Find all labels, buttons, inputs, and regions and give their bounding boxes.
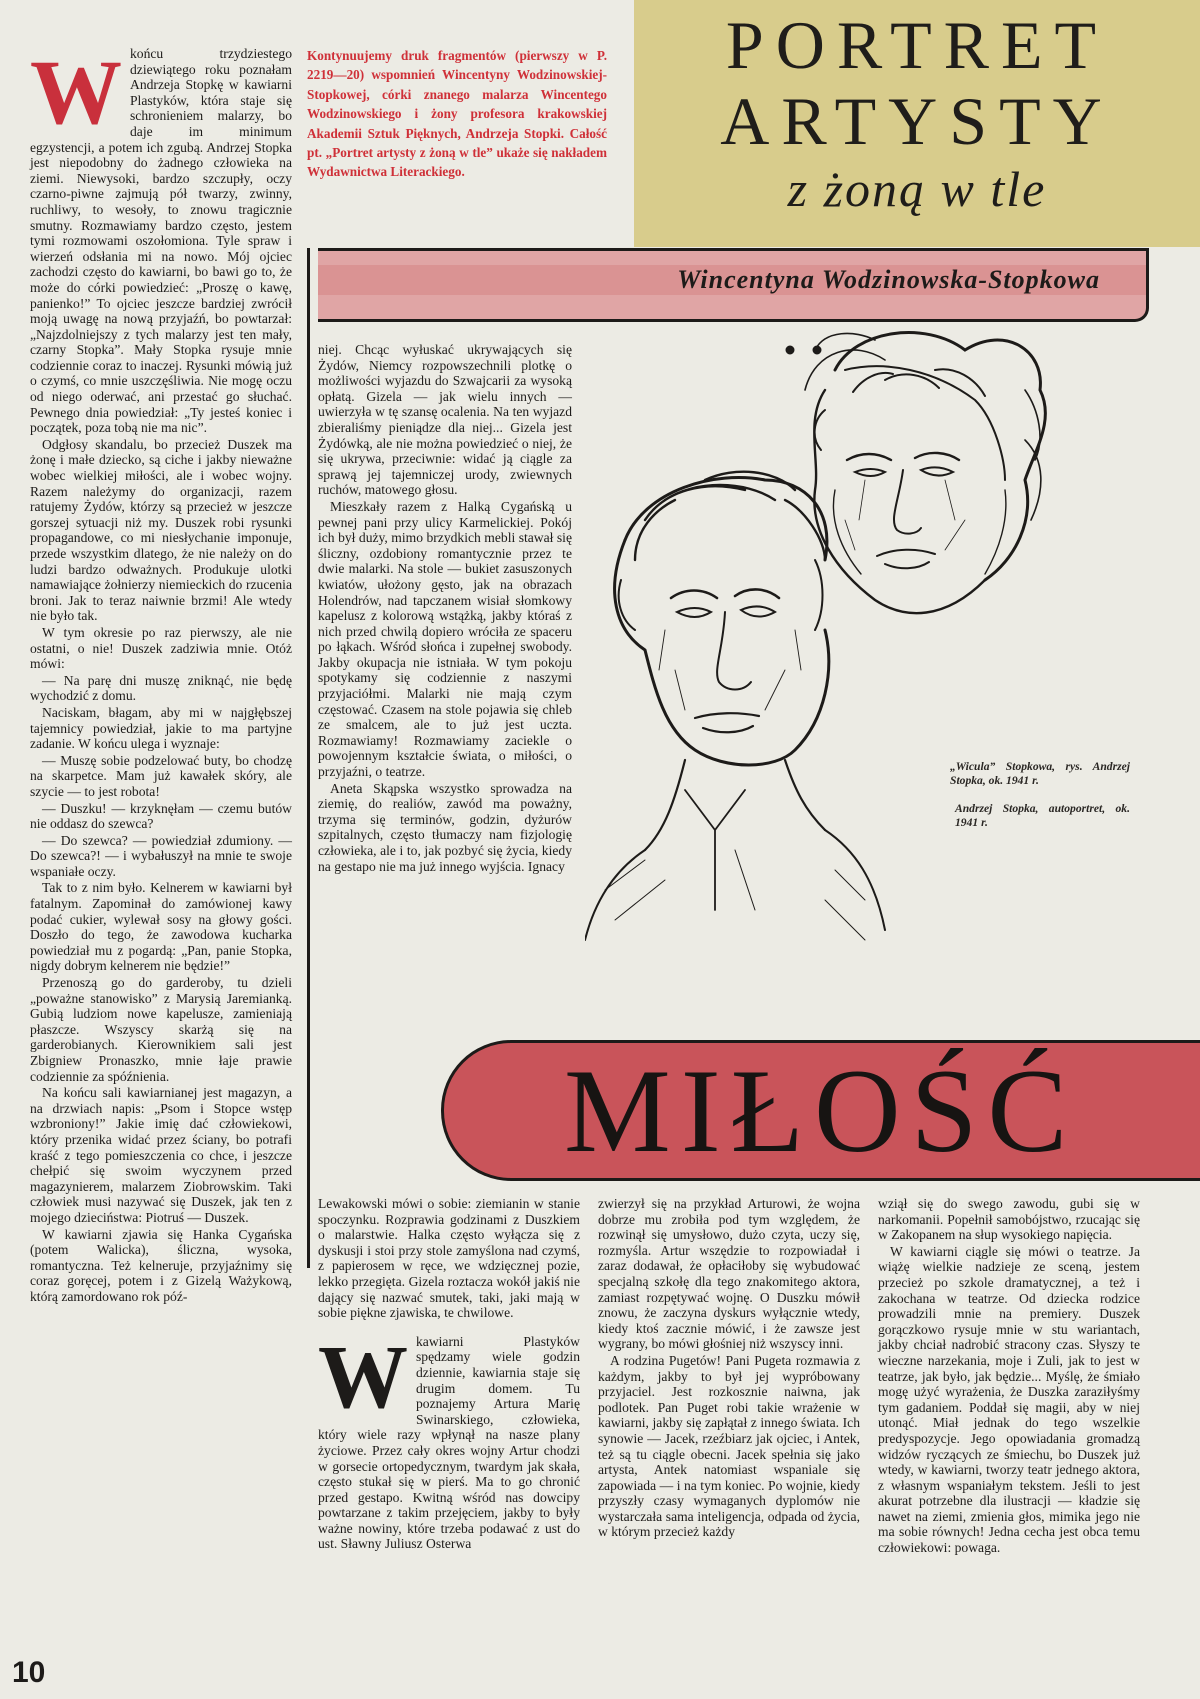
paragraph: kawiarni Plastyków spędzamy wiele godzin dziennie, kawiarnia staje się drugim domem. Tu poznajemy Artura Marię Swinarskiego, człowieka, który wiele razy wpłynął na nasze plany życiowe. Przez cały okres wojny Artur chodzi w gorsecie ortopedycznym, twardym jak skała, często stukał się w pierś. Ma to go chronić przed gestapo. Kwitną wśród nas dowcipy powtarzane z takim przejęciem, jakby to były ważne nowiny, które trzeba podawać z ust do ust. Sławny Juliusz Osterwa [318,1333,580,1552]
paragraph: Lewakowski mówi o sobie: ziemianin w stanie spoczynku. Rozprawia godzinami z Duszkiem o malarstwie. Halka często wyłącza się z dyskusji i stoi przy stole zamyślona nad czymś, z papierosem w ręce, we wdzięcznej pozie, lekko przegięta. Gizela roztacza wokół jakiś nie dający się nazwać smutek, taki, jaki mają w sobie piękne zjawiska, te chwilowe. [318,1196,580,1321]
caption-autoportret: Andrzej Stopka, autoportret, ok. 1941 r. [955,802,1130,829]
paragraph: Odgłosy skandalu, bo przecież Duszek ma żonę i małe dziecko, są ciche i jakby nieważne wobec wielkiej miłości, ale i wobec wojny. Razem należymy do organizacji, razem ratujemy Żydów, którzy są przecież w jeszcze gorszej sytuacji niż my. Duszek robi rysunki propagandowe, co mi niesłychanie imponuje, przede wszystkim dlatego, że nie należy on do ludzi bardzo odważnych. Produkuje ulotki namawiające żołnierzy niemieckich do rzucenia broni. Jak to teraz naiwnie brzmi! Ale wtedy nie było tak. [30,436,292,624]
text-column-1 [30,41,292,1646]
sketch-illustration [585,330,1185,960]
section-title: MIŁOŚĆ [564,1044,1078,1177]
paragraph: Mieszkały razem z Halką Cygańską u pewnej pani przy ulicy Karmelickiej. Pokój ich był duży, mimo brzydkich mebli stawał się śliczny, ozdobiony romantycznie przez te dwie malarki. Na stole — bukiet zasuszonych kwiatów, ułożony gęsto, jak na obrazach Holendrów, nad tapczanem wisiał słomkowy kapelusz z kolorową wstążką, jakby któraś z nich przed chwilą dopiero wróciła ze spaceru po łąkach. Wśród słońca i zupełnej swobody. Jakby okupacja nie istniała. W tym pokoju spotykamy się codziennie z naszymi przyjaciółmi. Malarki nie mają czym częstować. Czasem na stole pojawia się chleb ze smalcem, ale to już jest uczta. Rozmawiamy! Rozmawiamy zaciekle o powojennym kształcie świata, o miłości, o przyjaźni, o teatrze. [318,498,572,780]
section-banner-milosc [441,1040,1200,1181]
paragraph: wziął się do swego zawodu, gubi się w narkomanii. Popełnił samobójstwo, rzucając się w Zakopanem na słup wysokiego napięcia. [878,1196,1140,1243]
title-artysty: ARTYSTY [720,83,1114,159]
title-subtitle: z żoną w tle [787,161,1047,217]
title-portret: PORTRET [725,7,1109,83]
paragraph: W kawiarni ciągle się mówi o teatrze. Ja wiążę wielkie nadzieje ze sceną, jestem przecież po szkole dramatycznej, a też i zakochana w teatrze. Od dziecka rodzice prowadzili mnie na premiery. Duszek gorączkowo rysuje mnie w stu wariantach, jakby chciał nadrobić stracony czas. Słyszy te wieczne narzekania, moje i Zuli, jak to jest w teatrze, jak było, jak będzie... Myślę, że śmiało mogę użyć wyrażenia, że Duszka zaraziłyśmy tym gadaniem. Poddał się magii, aby w niej utonąć. Miał jednak do tego wszelkie predyspozycje. Jego opowiadania gromadzą widzów ryczących ze śmiechu, bo Duszek już wtedy, w kawiarni, tworzy teatr jednego aktora, z własnym wspaniałym tekstem. Jeśli to jest akurat potrzebne dla ilustracji — kładzie się nawet na ziemi, zmienia głos, mimika jego nie ma sobie równych! Jedna cecha jest obca temu człowiekowi: powaga. [878,1243,1140,1556]
text-column-5 [878,1196,1140,1666]
title-box [634,0,1200,247]
woman-portrait-sketch [786,333,1045,614]
paragraph: A rodzina Pugetów! Pani Pugeta rozmawia z każdym, jakby to był jej wypróbowany przyjaciel. Jest rozkosznie naiwna, jak podlotek. Pan Puget robi takie wrażenie w kawiarni, jakby się zapłątał z innego świata. Ich synowie — Jacek, rzeźbiarz jak ojciec, i Antek, też są tu ciągle obecni. Jacek spełnia się jako artysta, Antek natomiast wspaniale się zapowiada — i na tym koniec. Po wojnie, kiedy przyszły czasy wymaganych dyplomów nie wystarczała sama inteligencja, odpada od życia, w którym przecież każdy [598,1352,860,1540]
paragraph: — Do szewca? — powiedział zdumiony. — Do szewca?! — i wybałuszył na mnie te swoje wspaniałe oczy. [30,832,292,879]
paragraph: — Na parę dni muszę zniknąć, nie będę wychodzić z domu. [30,672,292,704]
text-column-4 [598,1196,860,1666]
page-number: 10 [12,1656,46,1689]
column-rule [307,248,310,1268]
intro-note: Kontynuujemy druk fragmentów (pierwszy w P. 2219—20) wspomnień Wincentyny Wodzinowskiej-Stopkowej, córki znanego malarza Wincentego Wodzinowskiego i żony profesora krakowskiej Akademii Sztuk Pięknych, Andrzeja Stopki. Całość pt. „Portret artysty z żoną w tle” ukaże się nakładem Wydawnictwa Literackiego. [307,48,607,180]
paragraph: W tym okresie po raz pierwszy, ale nie ostatni, o nie! Duszek zadziwia mnie. Otóż mówi: [30,624,292,672]
paragraph: niej. Chcąc wyłuskać ukrywających się Żydów, Niemcy rozpowszechnili plotkę o możliwości wyjazdu do Szwajcarii za wysoką opłatą. Gizela — jak wielu innych — uwierzyła w tę szansę ocalenia. Na ten wyjazd zbieraliśmy pieniądze dla niej... Gizela jest Żydówką, ale nie można powiedzieć o niej, że się ukrywa, przeciwnie: widać ją ciągle za sprawą jej tajemniczej urody, zwiewnych ruchów, matowego głosu. [318,342,572,498]
text-column-2 [318,342,572,1022]
dropcap-w: W [30,41,122,143]
paragraph: W kawiarni zjawia się Hanka Cygańska (potem Walicka), śliczna, wysoka, romantyczna. Też kelneruje, przyjaźnimy się coraz goręcej, potem i z Gizelą Ważykową, którą zamordowano rok póź- [30,1226,292,1304]
paragraph: zwierzył się na przykład Arturowi, że wojna dobrze mu zrobiła pod tym względem, że rozwinął się umysłowo, dużo czyta, uczy się, rozmyśla. Artur wszędzie to rozpowiadał i zaraz dodawał, że opłaciłoby się wybudować specjalną szkołę dla tego znakomitego aktora, zamiast rozpętywać wojnę. O Duszku mówił znowu, że zaczyna dyskurs wyłącznie wtedy, kiedy ktoś zacznie mówić, i że zawsze jest wygrany, bo mówi głośniej niż wszyscy inni. [598,1196,860,1352]
paragraph: — Duszku! — krzyknęłam — czemu butów nie oddasz do szewca? [30,800,292,832]
dropcap-w-2: W [318,1327,408,1427]
paragraph: — Muszę sobie podzelować buty, bo chodzę na skarpetce. Mam już kawałek skóry, ale szycie — to jest robota! [30,752,292,799]
paragraph: końcu trzydziestego dziewiątego roku poznałam Andrzeja Stopkę w kawiarni Plastyków, która staje się schronieniem malarzy, bo daje im minimum egzystencji, a potem ich zgubą. Andrzej Stopka jest niepodobny do żadnego człowieka na ziemi. Niewysoki, bardzo szczupły, oczy czarno-piwne zajmują pół twarzy, zwinny, ruchliwy, to wesoły, to znowu tragicznie smutny. Rozmawiamy bardzo często, jestem tymi rozmowami oszołomiona. Tyle spraw i wierzeń odsłania mi na nowo. Mój ojciec zachodzi często do kawiarni, bo bawi go to, że może do córki powiedzieć: „Proszę o kawę, panienko!” To ojciec jeszcze bardziej zwrócił moją uwagę na nową przyjaźń, bo powtarzał: „Najzdolniejszy z tych malarzy jest ten mały, czarny Stopka”. Mały Stopka rysuje mnie codziennie coraz to inaczej. Rysunki mówią już o czymś, co mnie uszczęśliwia. Nie mogę oczu od niego oderwać, ani przestać go słuchać. Pewnego dnia powiedział: „Ty jesteś koniec i początek, poza tobą nie ma nic”. [30,46,292,436]
paragraph: Aneta Skąpska wszystko sprowadza na ziemię, do realiów, zawód ma poważny, trzyma się terminów, godzin, dyżurów szpitalnych, często tłumaczy nam fizjologię człowieka, ale i to, jak pozbyć się życia, kiedy na gestapo nie ma już innego wyjścia. Ignacy [318,780,572,874]
text-column-3 [318,1196,580,1666]
paragraph: Przenoszą go do garderoby, tu dzieli „poważne stanowisko” z Marysią Jaremianką. Gubią ludziom nowe kapelusze, zamieniają płaszcze. Wszyscy skarżą się na garderobianych. Kierownikiem sali jest Zbigniew Pronaszko, mnie łaje prawie codziennie za spóźnienia. [30,975,292,1084]
paragraph: Tak to z nim było. Kelnerem w kawiarni był fatalnym. Zapominał do zamówionej kawy podać cukier, wylewał sosy na głowy gości. Doszło do tego, że zawodowa kucharka powiedział mu z pogardą: „Pan, panie Stopka, nigdy dobrym kelnerem nie będzie!” [30,880,292,974]
author-band [318,248,1149,322]
author-name: Wincentyna Wodzinowska-Stopkowa [677,265,1100,294]
paragraph: Naciskam, błagam, aby mi w najgłębszej tajemnicy powiedział, jakie to ma partyjne zadanie. W końcu ulega i wyznaje: [30,704,292,752]
caption-wicula: „Wicula” Stopkowa, rys. Andrzej Stopka, ok. 1941 r. [950,760,1130,787]
paragraph: Na końcu sali kawiarnianej jest magazyn, a na drzwiach napis: „Psom i Stopce wstęp wzbroniony!” Jakie imię dać człowiekowi, który przenika widać przez ściany, bo potrafi kraść z tego pomieszczenia co chce, i jeszcze chełpić się swoim wyczynem przed magazynierem, malarzem Ziobrowskim. Taki człowiek musi nazywać się Duszek, jak ten z mojego dzieciństwa: Piotruś — Duszek. [30,1085,292,1225]
man-self-portrait-sketch [585,472,885,940]
